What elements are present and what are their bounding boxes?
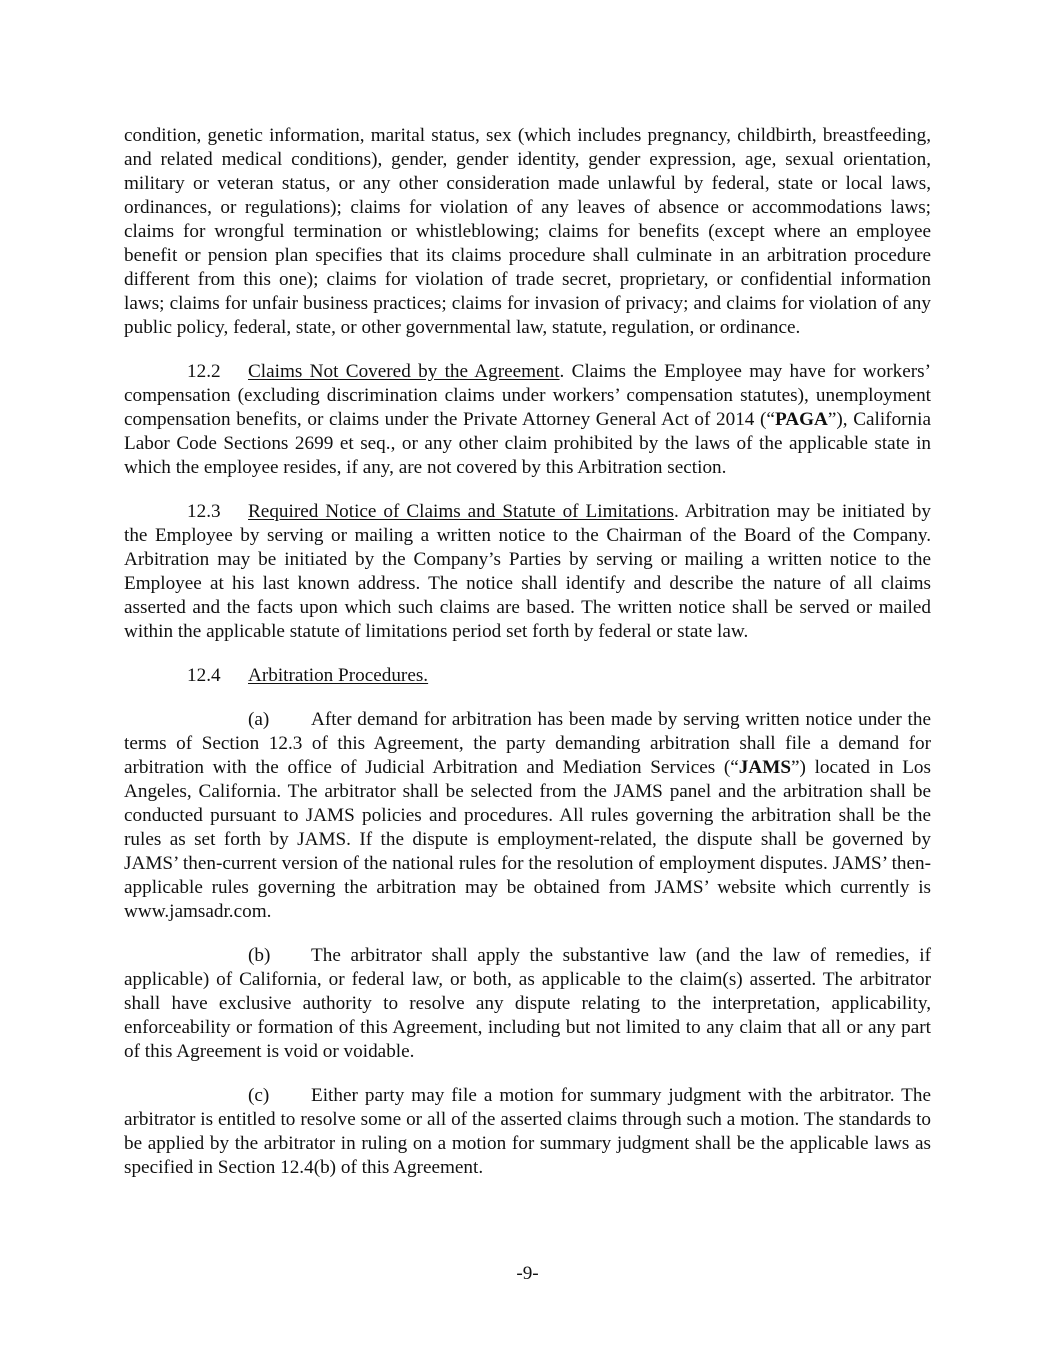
section-12-2-text-a: . Claims the Employee may have for workers’ compensation (excluding discrimination claims under workers’ compensation statutes), unemployment compensation benefits, or claims under the Private Attorney General Act of 2014 (“ bbox=[124, 361, 931, 430]
section-12-2-text-b: ”), California Labor Code Sections 2699 et seq., or any other claim prohibited by the laws of the applicable state in which the employee resides, if any, are not covered by this Arbitration section. bbox=[124, 409, 931, 478]
document-page bbox=[124, 124, 931, 1200]
section-12-3-text: . Arbitration may be initiated by the Employee by serving or mailing a written notice to the Chairman of the Board of the Company. Arbitration may be initiated by the Company’s Parties by serving or mailing a written notice to the Employee at his last known address. The notice shall identify and describe the nature of all claims asserted and the facts upon which such claims are based. The written notice shall be served or mailed within the applicable statute of limitations period set forth by federal or state law. bbox=[124, 501, 931, 642]
section-12-2-defined-term: PAGA bbox=[774, 409, 828, 430]
page-number: -9- bbox=[516, 1263, 539, 1284]
section-12-3-number: 12.3 bbox=[187, 501, 221, 522]
section-12-3-heading: Required Notice of Claims and Statute of Limitations bbox=[248, 501, 674, 522]
section-12-4-b-label: (b) bbox=[248, 945, 271, 966]
section-12-4-a-defined-term: JAMS bbox=[738, 757, 792, 778]
section-12-2-number: 12.2 bbox=[187, 361, 221, 382]
section-12-4 bbox=[124, 664, 931, 688]
section-12-4-number: 12.4 bbox=[187, 665, 221, 686]
section-12-4-c-label: (c) bbox=[248, 1085, 270, 1106]
section-12-3 bbox=[124, 500, 931, 644]
section-12-4-a bbox=[124, 708, 931, 924]
intro-paragraph bbox=[124, 124, 931, 340]
section-12-2 bbox=[124, 360, 931, 480]
section-12-4-c bbox=[124, 1084, 931, 1180]
section-12-4-a-text-a: After demand for arbitration has been made by serving written notice under the terms of Section 12.3 of this Agreement, the party demanding arbitration shall file a demand for arbitration with the office of Judicial Arbitration and Mediation Services (“ bbox=[124, 709, 931, 778]
section-12-4-a-label: (a) bbox=[248, 709, 270, 730]
intro-text: condition, genetic information, marital status, sex (which includes pregnancy, childbirth, breastfeeding, and related medical conditions), gender, gender identity, gender expression, age, sexual orientation, military or veteran status, or any other consideration made unlawful by federal, state or local laws, ordinances, or regulations); claims for violation of any leaves of absence or accommodations laws; claims for wrongful termination or whistleblowing; claims for benefits (except where an employee benefit or pension plan specifies that its claims procedure shall culminate in an arbitration procedure different from this one); claims for violation of trade secret, proprietary, or confidential information laws; claims for unfair business practices; claims for invasion of privacy; and claims for violation of any public policy, federal, state, or other governmental law, statute, regulation, or ordinance. bbox=[124, 125, 931, 338]
section-12-4-b bbox=[124, 944, 931, 1064]
section-12-4-heading: Arbitration Procedures. bbox=[248, 665, 429, 686]
section-12-2-heading: Claims Not Covered by the Agreement bbox=[248, 361, 560, 382]
section-12-4-b-text: The arbitrator shall apply the substantive law (and the law of remedies, if applicable) of California, or federal law, or both, as applicable to the claim(s) asserted. The arbitrator shall have exclusive authority to resolve any dispute relating to the interpretation, applicability, enforceability or formation of this Agreement, including but not limited to any claim that all or any part of this Agreement is void or voidable. bbox=[124, 945, 931, 1062]
section-12-4-a-text-b: ”) located in Los Angeles, California. The arbitrator shall be selected from the JAMS panel and the arbitration shall be conducted pursuant to JAMS policies and procedures. All rules governing the arbitration shall be the rules as set forth by JAMS. If the dispute is employment-related, the dispute shall be governed by JAMS’ then-current version of the national rules for the resolution of employment disputes. JAMS’ then-applicable rules governing the arbitration may be obtained from JAMS’ website which currently is www.jamsadr.com. bbox=[124, 757, 931, 922]
section-12-4-c-text: Either party may file a motion for summary judgment with the arbitrator. The arbitrator is entitled to resolve some or all of the asserted claims through such a motion. The standards to be applied by the arbitrator in ruling on a motion for summary judgment shall be the applicable laws as specified in Section 12.4(b) of this Agreement. bbox=[124, 1085, 931, 1178]
